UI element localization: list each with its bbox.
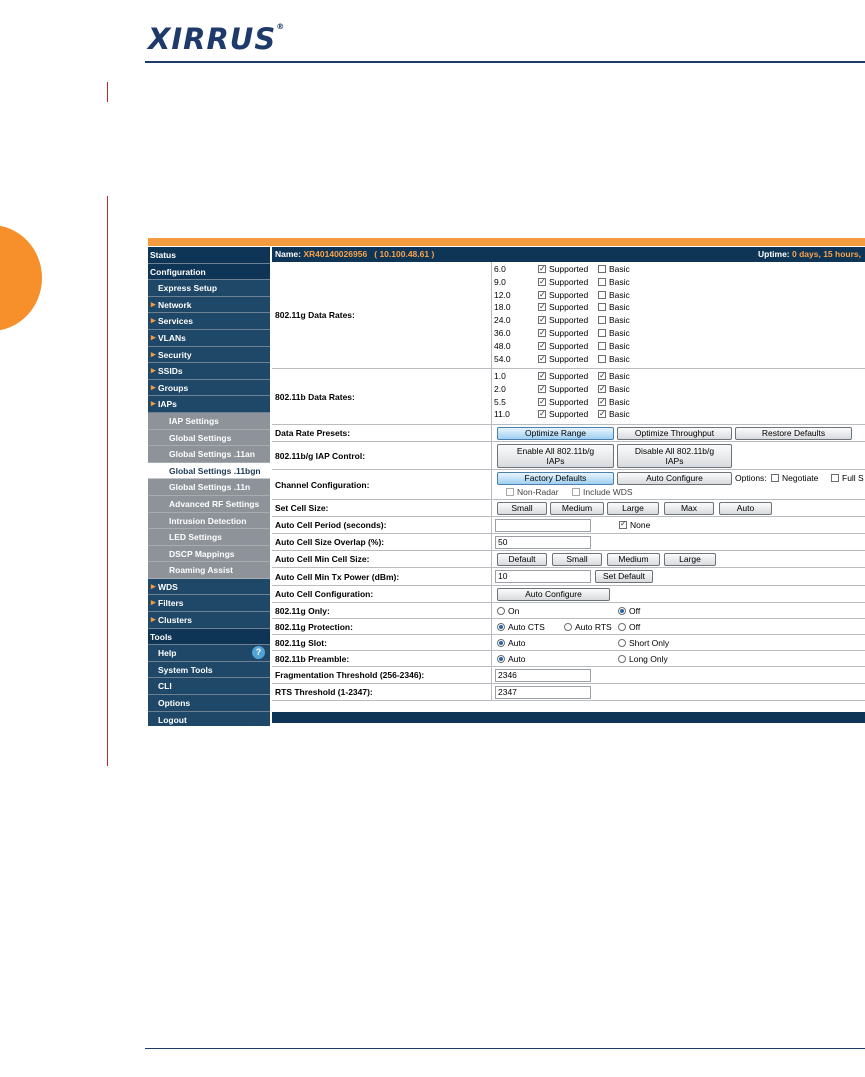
row-label: 802.11g Slot: (272, 635, 492, 650)
set-default-button[interactable]: Set Default (595, 570, 653, 583)
sidebar (148, 247, 270, 726)
sidebar-item-global-settings[interactable]: Global Settings (148, 430, 270, 447)
min-cell-medium-button[interactable]: Medium (607, 553, 660, 566)
rate-value: 9.0 (494, 276, 506, 287)
row-label: Channel Configuration: (272, 470, 492, 499)
basic-label: Basic (609, 371, 630, 381)
supported-checkbox[interactable] (538, 263, 588, 276)
restore-defaults-button[interactable]: Restore Defaults (735, 427, 852, 440)
row-set-cell-size (272, 500, 865, 517)
sidebar-item-configuration[interactable]: Configuration (148, 264, 270, 281)
supported-label: Supported (549, 340, 589, 351)
row-802-11g-protection (272, 619, 865, 635)
row-802-11g-only (272, 603, 865, 619)
basic-label: Basic (609, 315, 630, 326)
change-bar (107, 82, 108, 102)
g-rates-list (494, 262, 865, 368)
full-scan-option[interactable]: Full S (831, 473, 864, 483)
supported-checkbox[interactable] (538, 327, 588, 340)
row-data-rate-presets (272, 425, 865, 442)
basic-checkbox[interactable] (598, 314, 630, 327)
sidebar-item-roaming-assist[interactable]: Roaming Assist (148, 562, 270, 579)
min-cell-large-button[interactable]: Large (664, 553, 716, 566)
row-label: Auto Cell Size Overlap (%): (272, 534, 492, 550)
basic-checkbox[interactable] (598, 276, 630, 289)
factory-defaults-button[interactable]: Factory Defaults (497, 472, 614, 485)
sidebar-item-logout[interactable] (148, 712, 270, 726)
supported-label: Supported (549, 264, 589, 274)
sidebar-item-led-settings[interactable]: LED Settings (148, 529, 270, 546)
row-label: 802.11g Protection: (272, 619, 492, 634)
row-label: 802.11g Only: (272, 603, 492, 618)
sidebar-item-iap-settings[interactable]: IAP Settings (148, 413, 270, 430)
optimize-throughput-button[interactable]: Optimize Throughput (617, 427, 732, 440)
sidebar-item-tools[interactable]: Tools (148, 629, 270, 646)
sidebar-item-cli[interactable] (148, 678, 270, 695)
sidebar-item-wds[interactable]: ▸ WDS (148, 579, 270, 596)
rts-threshold-input[interactable]: 2347 (495, 686, 591, 699)
rate-value: 1.0 (494, 371, 506, 381)
supported-checkbox[interactable] (538, 396, 588, 409)
rate-value: 2.0 (494, 383, 506, 394)
supported-label: Supported (549, 328, 589, 338)
basic-label: Basic (609, 353, 630, 364)
basic-label: Basic (609, 276, 630, 287)
supported-label: Supported (549, 396, 589, 407)
supported-label: Supported (549, 371, 589, 381)
row-label: Auto Cell Period (seconds): (272, 517, 492, 533)
webui-screenshot (148, 238, 865, 726)
row-label: Fragmentation Threshold (256-2346): (272, 667, 492, 683)
auto-cell-period-input[interactable] (495, 519, 591, 532)
supported-label: Supported (549, 302, 589, 313)
supported-label: Supported (549, 353, 589, 364)
sidebar-item-advanced-rf-settings[interactable]: Advanced RF Settings (148, 496, 270, 513)
sidebar-item-clusters[interactable]: ▸ Clusters (148, 612, 270, 629)
min-tx-power-input[interactable]: 10 (495, 570, 591, 583)
sidebar-item-label: System Tools (158, 664, 213, 675)
protection-auto-rts-radio[interactable]: Auto RTS (564, 622, 612, 632)
sidebar-item-global-settings-11an[interactable]: Global Settings .11an (148, 446, 270, 463)
row-label: 802.11g Data Rates: (272, 262, 492, 368)
row-label: Auto Cell Min Tx Power (dBm): (272, 568, 492, 585)
supported-label: Supported (549, 276, 589, 287)
cell-size-medium-button[interactable]: Medium (550, 502, 604, 515)
name-label: Name: (275, 249, 301, 259)
row-label: 802.11b Data Rates: (272, 369, 492, 424)
rate-value: 54.0 (494, 353, 511, 364)
row-802-11b-data-rates (272, 369, 865, 425)
basic-checkbox[interactable] (598, 263, 630, 276)
basic-checkbox[interactable] (598, 340, 630, 353)
preamble-auto-radio[interactable]: Auto (497, 654, 526, 664)
sidebar-item-label: Help (158, 648, 177, 659)
supported-checkbox[interactable] (538, 314, 588, 327)
auto-cell-configure-button[interactable]: Auto Configure (497, 588, 610, 601)
sidebar-item-label: CLI (158, 681, 172, 692)
basic-checkbox[interactable] (598, 408, 630, 421)
sidebar-item-label: Logout (158, 714, 187, 725)
row-auto-cell-min-size (272, 551, 865, 568)
sidebar-item-vlans[interactable]: ▸ VLANs (148, 330, 270, 347)
b-rates-list (494, 369, 865, 424)
row-802-11g-slot (272, 635, 865, 651)
row-auto-cell-overlap (272, 534, 865, 551)
basic-checkbox[interactable] (598, 383, 630, 396)
cell-size-large-button[interactable]: Large (607, 502, 659, 515)
supported-checkbox[interactable] (538, 408, 588, 421)
optimize-range-button[interactable]: Optimize Range (497, 427, 614, 440)
sidebar-item-express-setup[interactable]: Express Setup (148, 280, 270, 297)
min-cell-small-button[interactable]: Small (552, 553, 602, 566)
change-bar (107, 196, 108, 766)
row-label: RTS Threshold (1-2347): (272, 684, 492, 700)
row-label: 802.11b/g IAP Control: (272, 442, 492, 469)
rate-value: 12.0 (494, 289, 511, 300)
basic-checkbox[interactable] (598, 370, 630, 383)
row-rts-threshold (272, 684, 865, 701)
row-auto-cell-period (272, 517, 865, 534)
min-cell-default-button[interactable]: Default (497, 553, 547, 566)
chapter-tab-marker (0, 225, 42, 331)
row-channel-configuration (272, 470, 865, 500)
main-footer-bar (272, 712, 865, 723)
row-label: Set Cell Size: (272, 500, 492, 516)
sidebar-item-network[interactable]: ▸ Network (148, 297, 270, 314)
row-iap-control (272, 442, 865, 470)
basic-label: Basic (609, 383, 630, 394)
fragmentation-threshold-input[interactable]: 2346 (495, 669, 591, 682)
supported-label: Supported (549, 289, 589, 300)
basic-label: Basic (609, 340, 630, 351)
row-label: Auto Cell Min Cell Size: (272, 551, 492, 567)
sidebar-item-dscp-mappings[interactable]: DSCP Mappings (148, 546, 270, 563)
preamble-long-only-radio[interactable]: Long Only (618, 654, 668, 664)
sidebar-item-iaps[interactable]: ▸ IAPs (148, 396, 270, 413)
row-label: 802.11b Preamble: (272, 651, 492, 666)
row-fragmentation-threshold (272, 667, 865, 684)
supported-checkbox[interactable] (538, 289, 588, 302)
non-radar-option[interactable]: Non-Radar (506, 487, 559, 497)
enable-all-iaps-button[interactable]: Enable All 802.11b/g IAPs (497, 444, 614, 468)
sidebar-item-intrusion-detection[interactable]: Intrusion Detection (148, 513, 270, 530)
sidebar-item-global-settings-11bgn[interactable]: Global Settings .11bgn (148, 463, 270, 480)
basic-label: Basic (609, 289, 630, 300)
sidebar-item-services[interactable]: ▸ Services (148, 313, 270, 330)
row-auto-cell-configuration (272, 586, 865, 603)
row-label: Auto Cell Configuration: (272, 586, 492, 602)
basic-checkbox[interactable] (598, 353, 630, 366)
rate-value: 5.5 (494, 396, 506, 407)
header-rule (145, 61, 865, 63)
cell-size-auto-button[interactable]: Auto (719, 502, 772, 515)
basic-checkbox[interactable] (598, 327, 630, 340)
name-bar (272, 247, 865, 262)
sidebar-item-help[interactable] (148, 645, 270, 662)
supported-label: Supported (549, 383, 589, 394)
supported-checkbox[interactable] (538, 353, 588, 366)
supported-checkbox[interactable] (538, 370, 588, 383)
supported-checkbox[interactable] (538, 340, 588, 353)
supported-checkbox[interactable] (538, 276, 588, 289)
rate-value: 36.0 (494, 328, 511, 338)
g-only-on-radio[interactable]: On (497, 606, 519, 616)
options-label: Options: (735, 473, 767, 483)
main-panel (272, 247, 865, 726)
basic-checkbox[interactable] (598, 289, 630, 302)
sidebar-item-filters[interactable]: ▸ Filters (148, 595, 270, 612)
uptime: Uptime: 0 days, 15 hours, (758, 249, 861, 259)
sidebar-item-label: Options (158, 698, 191, 709)
sidebar-item-global-settings-11n[interactable]: Global Settings .11n (148, 479, 270, 496)
rate-value: 18.0 (494, 302, 511, 313)
row-label: Data Rate Presets: (272, 425, 492, 441)
footer-rule (145, 1048, 865, 1049)
sidebar-item-system-tools[interactable] (148, 662, 270, 679)
sidebar-item-ssids[interactable]: ▸ SSIDs (148, 363, 270, 380)
rate-value: 24.0 (494, 315, 511, 326)
basic-label: Basic (609, 396, 630, 407)
sidebar-item-groups[interactable]: ▸ Groups (148, 380, 270, 397)
basic-label: Basic (609, 302, 630, 313)
row-802-11b-preamble (272, 651, 865, 667)
g-only-off-radio[interactable]: Off (618, 606, 640, 616)
rate-value: 48.0 (494, 340, 511, 351)
xirrus-logo: XIRRUS® (148, 22, 286, 56)
rate-value: 6.0 (494, 264, 506, 274)
supported-label: Supported (549, 315, 589, 326)
basic-label: Basic (609, 328, 630, 338)
supported-checkbox[interactable] (538, 301, 588, 314)
protection-off-radio[interactable]: Off (618, 622, 640, 632)
include-wds-option[interactable]: Include WDS (572, 487, 633, 497)
basic-checkbox[interactable] (598, 396, 630, 409)
name-value: XR40140026956 (303, 249, 368, 259)
protection-auto-cts-radio[interactable]: Auto CTS (497, 622, 545, 632)
supported-label: Supported (549, 409, 589, 420)
none-checkbox[interactable]: ✓ None (619, 520, 650, 530)
cell-size-max-button[interactable]: Max (664, 502, 714, 515)
auto-configure-button[interactable]: Auto Configure (617, 472, 732, 485)
row-auto-cell-min-tx (272, 568, 865, 586)
sidebar-item-options[interactable] (148, 695, 270, 712)
sidebar-item-status[interactable]: Status (148, 247, 270, 264)
negotiate-option[interactable]: Negotiate (771, 473, 818, 483)
supported-checkbox[interactable] (538, 383, 588, 396)
slot-auto-radio[interactable]: Auto (497, 638, 526, 648)
help-icon[interactable]: ? (252, 646, 265, 659)
overlap-input[interactable]: 50 (495, 536, 591, 549)
disable-all-iaps-button[interactable]: Disable All 802.11b/g IAPs (617, 444, 732, 468)
top-accent-bar (148, 238, 865, 246)
sidebar-item-security[interactable]: ▸ Security (148, 347, 270, 364)
slot-short-only-radio[interactable]: Short Only (618, 638, 669, 648)
row-802-11g-data-rates (272, 262, 865, 369)
basic-checkbox[interactable] (598, 301, 630, 314)
rate-value: 11.0 (494, 409, 510, 420)
ip-value: ( 10.100.48.61 ) (374, 249, 435, 259)
basic-label: Basic (609, 264, 630, 274)
cell-size-small-button[interactable]: Small (497, 502, 547, 515)
basic-label: Basic (609, 409, 630, 420)
